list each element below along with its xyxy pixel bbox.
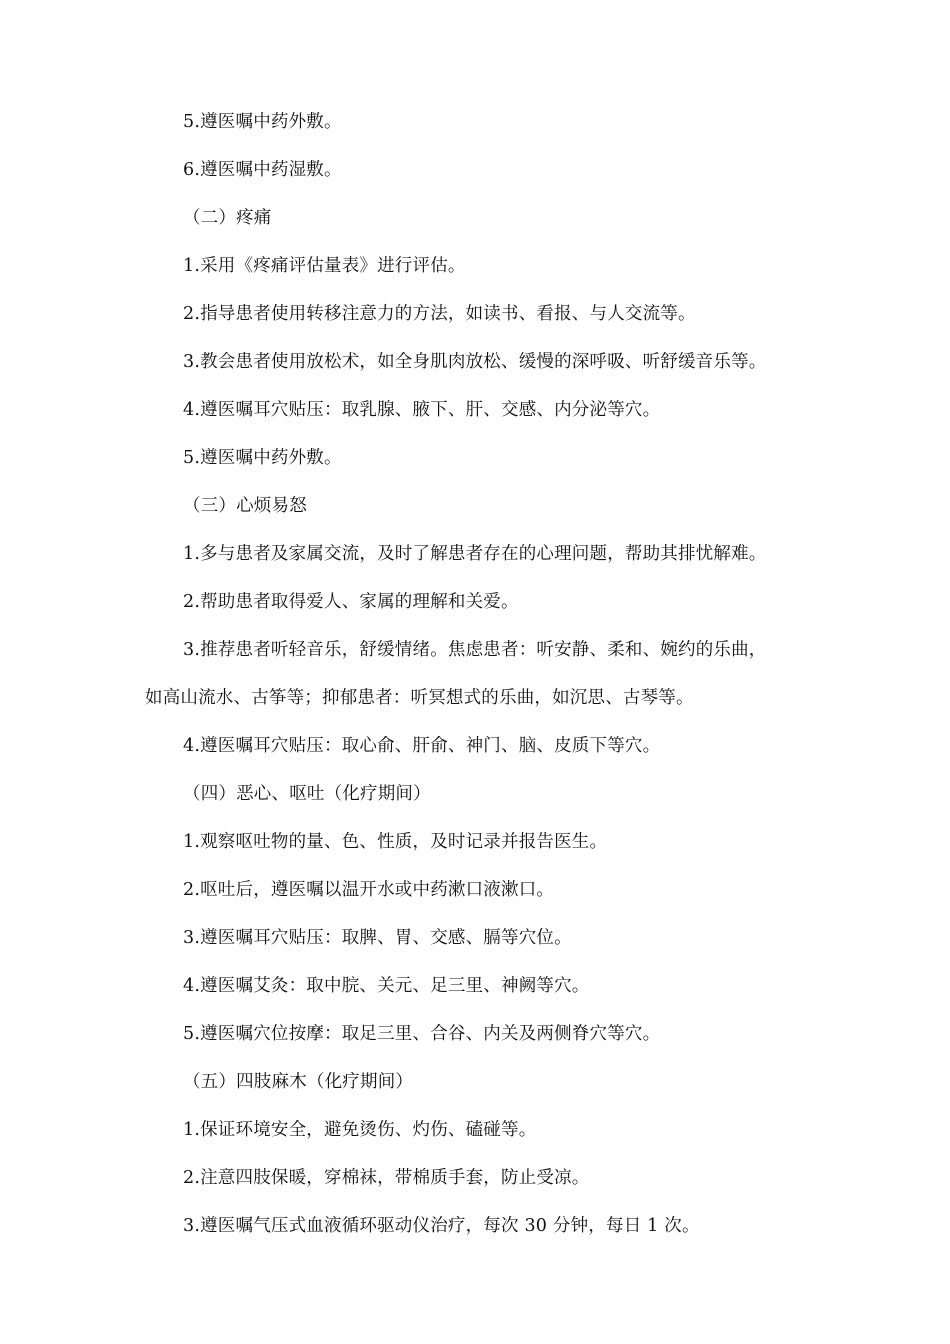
section-heading: （三）心烦易怒	[183, 496, 307, 516]
text-line: 4.遵医嘱耳穴贴压：取乳腺、腋下、肝、交感、内分泌等穴。	[183, 400, 661, 420]
text-line: 3.遵医嘱耳穴贴压：取脾、胃、交感、膈等穴位。	[183, 928, 572, 948]
text-line-continuation: 如高山流水、古筝等；抑郁患者：听冥想式的乐曲，如沉思、古琴等。	[145, 688, 694, 708]
text-line: 3.遵医嘱气压式血液循环驱动仪治疗，每次 30 分钟，每日 1 次。	[183, 1216, 700, 1236]
text-line: 1.多与患者及家属交流，及时了解患者存在的心理问题，帮助其排忧解难。	[183, 544, 767, 564]
text-line: 2.呕吐后，遵医嘱以温开水或中药漱口液漱口。	[183, 880, 555, 900]
text-line: 5.遵医嘱中药外敷。	[183, 112, 342, 132]
text-line: 5.遵医嘱穴位按摩：取足三里、合谷、内关及两侧脊穴等穴。	[183, 1024, 661, 1044]
text-line: 1.观察呕吐物的量、色、性质，及时记录并报告医生。	[183, 832, 608, 852]
section-heading: （二）疼痛	[183, 208, 272, 228]
text-line: 1.保证环境安全，避免烫伤、灼伤、磕碰等。	[183, 1120, 537, 1140]
text-line: 6.遵医嘱中药湿敷。	[183, 160, 342, 180]
text-line: 4.遵医嘱耳穴贴压：取心俞、肝俞、神门、脑、皮质下等穴。	[183, 736, 661, 756]
text-line: 2.注意四肢保暖，穿棉袜，带棉质手套，防止受凉。	[183, 1168, 590, 1188]
text-line: 2.指导患者使用转移注意力的方法，如读书、看报、与人交流等。	[183, 304, 696, 324]
text-line: 1.采用《疼痛评估量表》进行评估。	[183, 256, 466, 276]
text-line: 3.推荐患者听轻音乐，舒缓情绪。焦虑患者：听安静、柔和、婉约的乐曲，	[183, 640, 767, 660]
text-line: 5.遵医嘱中药外敷。	[183, 448, 342, 468]
section-heading: （四）恶心、呕吐（化疗期间）	[183, 784, 431, 804]
text-line: 3.教会患者使用放松术，如全身肌肉放松、缓慢的深呼吸、听舒缓音乐等。	[183, 352, 767, 372]
text-line: 4.遵医嘱艾灸：取中脘、关元、足三里、神阙等穴。	[183, 976, 590, 996]
section-heading: （五）四肢麻木（化疗期间）	[183, 1072, 414, 1092]
text-line: 2.帮助患者取得爱人、家属的理解和关爱。	[183, 592, 519, 612]
